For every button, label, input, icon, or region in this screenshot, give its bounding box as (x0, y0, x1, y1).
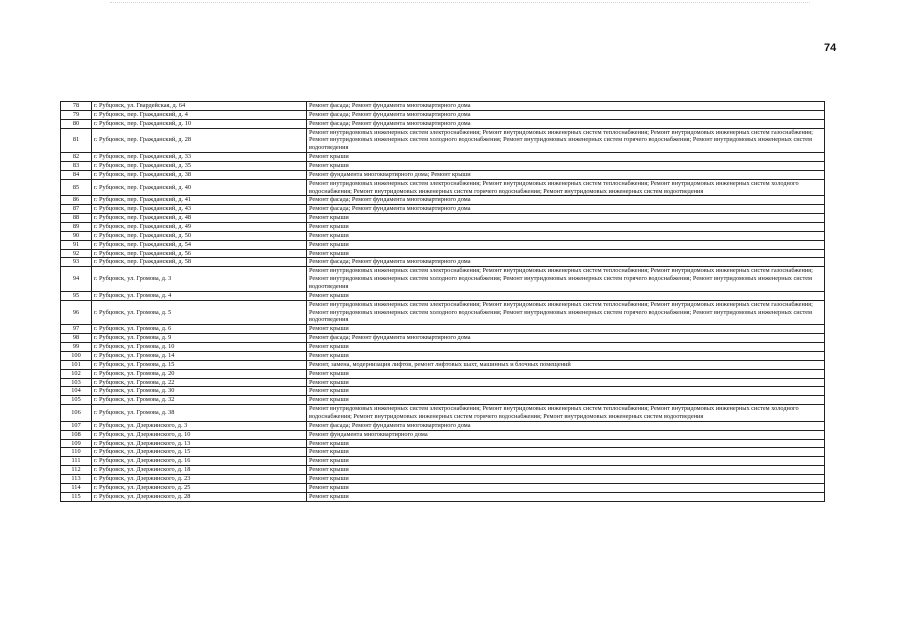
row-address: г. Рубцовск, ул. Громова, д. 32 (92, 396, 307, 405)
table-row (61, 351, 825, 360)
row-number: 101 (61, 360, 92, 369)
row-address: г. Рубцовск, ул. Дзержинского, д. 15 (92, 448, 307, 457)
table-row (61, 258, 825, 267)
row-address: г. Рубцовск, ул. Громова, д. 14 (92, 351, 307, 360)
row-address: г. Рубцовск, пер. Гражданский, д. 58 (92, 258, 307, 267)
table-row (61, 128, 825, 153)
row-number: 111 (61, 457, 92, 466)
table-row (61, 179, 825, 196)
row-works: Ремонт фасада; Ремонт фундамента многоквартирного дома (307, 334, 825, 343)
row-number: 96 (61, 300, 92, 325)
row-works: Ремонт крыши (307, 448, 825, 457)
scan-artifact-line (110, 2, 810, 4)
table-row (61, 205, 825, 214)
row-works: Ремонт крыши (307, 223, 825, 232)
row-address: г. Рубцовск, ул. Громова, д. 20 (92, 369, 307, 378)
row-address: г. Рубцовск, ул. Дзержинского, д. 18 (92, 466, 307, 475)
row-address: г. Рубцовск, ул. Громова, д. 5 (92, 300, 307, 325)
table-row (61, 492, 825, 501)
table-row (61, 214, 825, 223)
row-address: г. Рубцовск, пер. Гражданский, д. 4 (92, 110, 307, 119)
row-address: г. Рубцовск, ул. Дзержинского, д. 23 (92, 474, 307, 483)
row-address: г. Рубцовск, пер. Гражданский, д. 56 (92, 249, 307, 258)
table-row (61, 421, 825, 430)
row-address: г. Рубцовск, ул. Громова, д. 30 (92, 387, 307, 396)
row-address: г. Рубцовск, пер. Гражданский, д. 35 (92, 162, 307, 171)
row-number: 94 (61, 267, 92, 292)
row-address: г. Рубцовск, ул. Дзержинского, д. 25 (92, 483, 307, 492)
row-number: 82 (61, 153, 92, 162)
row-address: г. Рубцовск, пер. Гражданский, д. 28 (92, 128, 307, 153)
row-number: 90 (61, 231, 92, 240)
row-works: Ремонт крыши (307, 483, 825, 492)
row-works: Ремонт крыши (307, 439, 825, 448)
table-row (61, 223, 825, 232)
row-address: г. Рубцовск, ул. Громова, д. 22 (92, 378, 307, 387)
table-row (61, 240, 825, 249)
row-number: 79 (61, 110, 92, 119)
table-row (61, 267, 825, 292)
row-number: 102 (61, 369, 92, 378)
row-address: г. Рубцовск, ул. Гвардейская, д. 64 (92, 102, 307, 111)
table-row (61, 448, 825, 457)
row-number: 97 (61, 325, 92, 334)
row-works: Ремонт крыши (307, 466, 825, 475)
row-address: г. Рубцовск, ул. Дзержинского, д. 16 (92, 457, 307, 466)
row-address: г. Рубцовск, пер. Гражданский, д. 41 (92, 196, 307, 205)
row-works: Ремонт крыши (307, 153, 825, 162)
table-row (61, 369, 825, 378)
row-number: 92 (61, 249, 92, 258)
row-works: Ремонт крыши (307, 457, 825, 466)
table-row (61, 405, 825, 422)
table-row (61, 291, 825, 300)
row-number: 83 (61, 162, 92, 171)
row-number: 88 (61, 214, 92, 223)
row-address: г. Рубцовск, пер. Гражданский, д. 50 (92, 231, 307, 240)
row-works: Ремонт фасада; Ремонт фундамента многоквартирного дома (307, 205, 825, 214)
row-number: 89 (61, 223, 92, 232)
row-number: 112 (61, 466, 92, 475)
row-address: г. Рубцовск, ул. Громова, д. 9 (92, 334, 307, 343)
row-number: 95 (61, 291, 92, 300)
row-number: 80 (61, 119, 92, 128)
row-works: Ремонт крыши (307, 369, 825, 378)
table-row (61, 343, 825, 352)
row-works: Ремонт крыши (307, 474, 825, 483)
row-number: 107 (61, 421, 92, 430)
row-works: Ремонт крыши (307, 162, 825, 171)
repair-works-table (60, 101, 825, 502)
row-number: 99 (61, 343, 92, 352)
row-number: 78 (61, 102, 92, 111)
table-row (61, 387, 825, 396)
row-number: 108 (61, 430, 92, 439)
row-works: Ремонт крыши (307, 492, 825, 501)
row-number: 109 (61, 439, 92, 448)
row-address: г. Рубцовск, ул. Громова, д. 4 (92, 291, 307, 300)
row-number: 81 (61, 128, 92, 153)
row-number: 91 (61, 240, 92, 249)
row-works: Ремонт фундамента многоквартирного дома; Ремонт крыши (307, 170, 825, 179)
row-works: Ремонт крыши (307, 214, 825, 223)
row-address: г. Рубцовск, ул. Громова, д. 6 (92, 325, 307, 334)
table-row (61, 378, 825, 387)
row-works: Ремонт крыши (307, 325, 825, 334)
table-row (61, 153, 825, 162)
row-works: Ремонт фасада; Ремонт фундамента многоквартирного дома (307, 421, 825, 430)
table-row (61, 196, 825, 205)
row-address: г. Рубцовск, ул. Дзержинского, д. 28 (92, 492, 307, 501)
row-works: Ремонт крыши (307, 378, 825, 387)
row-address: г. Рубцовск, пер. Гражданский, д. 10 (92, 119, 307, 128)
row-works: Ремонт фасада; Ремонт фундамента многоквартирного дома (307, 119, 825, 128)
row-works: Ремонт крыши (307, 291, 825, 300)
row-works: Ремонт внутридомовых инженерных систем электроснабжения; Ремонт внутридомовых инженерных систем теплоснабжения; Ремонт внутридомовых инженерных систем газоснабжения; Ремонт внутридомовых инженерных систем холодного водоснабжения; Ремонт внутридомовых инженерных систем горячего водоснабжения; Ремонт внутридомовых инженерных систем водоотведения (307, 300, 825, 325)
row-number: 87 (61, 205, 92, 214)
row-number: 104 (61, 387, 92, 396)
row-address: г. Рубцовск, пер. Гражданский, д. 43 (92, 205, 307, 214)
table-row (61, 325, 825, 334)
row-works: Ремонт фасада; Ремонт фундамента многоквартирного дома (307, 196, 825, 205)
table-row (61, 119, 825, 128)
row-number: 105 (61, 396, 92, 405)
row-number: 84 (61, 170, 92, 179)
row-number: 86 (61, 196, 92, 205)
row-works: Ремонт крыши (307, 343, 825, 352)
row-number: 98 (61, 334, 92, 343)
row-address: г. Рубцовск, ул. Громова, д. 10 (92, 343, 307, 352)
table-row (61, 457, 825, 466)
table-row (61, 474, 825, 483)
table-row (61, 110, 825, 119)
row-number: 100 (61, 351, 92, 360)
row-address: г. Рубцовск, ул. Дзержинского, д. 10 (92, 430, 307, 439)
row-works: Ремонт крыши (307, 396, 825, 405)
row-address: г. Рубцовск, пер. Гражданский, д. 33 (92, 153, 307, 162)
row-number: 103 (61, 378, 92, 387)
table-row (61, 249, 825, 258)
row-works: Ремонт внутридомовых инженерных систем электроснабжения; Ремонт внутридомовых инженерных систем теплоснабжения; Ремонт внутридомовых инженерных систем газоснабжения; Ремонт внутридомовых инженерных систем холодного водоснабжения; Ремонт внутридомовых инженерных систем горячего водоснабжения; Ремонт внутридомовых инженерных систем водоотведения (307, 128, 825, 153)
row-works: Ремонт внутридомовых инженерных систем электроснабжения; Ремонт внутридомовых инженерных систем теплоснабжения; Ремонт внутридомовых инженерных систем газоснабжения; Ремонт внутридомовых инженерных систем холодного водоснабжения; Ремонт внутридомовых инженерных систем горячего водоснабжения; Ремонт внутридомовых инженерных систем водоотведения (307, 267, 825, 292)
row-works: Ремонт фасада; Ремонт фундамента многоквартирного дома (307, 258, 825, 267)
table-row (61, 334, 825, 343)
row-works: Ремонт внутридомовых инженерных систем электроснабжения; Ремонт внутридомовых инженерных систем теплоснабжения; Ремонт внутридомовых инженерных систем холодного водоснабжения; Ремонт внутридомовых инженерных систем горячего водоснабжения; Ремонт внутридомовых инженерных систем водоотведения (307, 405, 825, 422)
row-number: 106 (61, 405, 92, 422)
table-body (61, 102, 825, 502)
row-address: г. Рубцовск, пер. Гражданский, д. 49 (92, 223, 307, 232)
row-number: 93 (61, 258, 92, 267)
row-number: 85 (61, 179, 92, 196)
row-number: 110 (61, 448, 92, 457)
table-row (61, 102, 825, 111)
row-address: г. Рубцовск, ул. Дзержинского, д. 13 (92, 439, 307, 448)
row-number: 113 (61, 474, 92, 483)
row-address: г. Рубцовск, пер. Гражданский, д. 54 (92, 240, 307, 249)
row-works: Ремонт крыши (307, 231, 825, 240)
table-row (61, 162, 825, 171)
row-address: г. Рубцовск, пер. Гражданский, д. 48 (92, 214, 307, 223)
row-address: г. Рубцовск, ул. Дзержинского, д. 3 (92, 421, 307, 430)
row-address: г. Рубцовск, пер. Гражданский, д. 40 (92, 179, 307, 196)
row-number: 114 (61, 483, 92, 492)
row-works: Ремонт, замена, модернизация лифтов, ремонт лифтовых шахт, машинных и блочных помещений (307, 360, 825, 369)
table-row (61, 300, 825, 325)
table-row (61, 430, 825, 439)
row-works: Ремонт крыши (307, 387, 825, 396)
row-works: Ремонт фундамента многоквартирного дома (307, 430, 825, 439)
row-address: г. Рубцовск, ул. Громова, д. 38 (92, 405, 307, 422)
table-row (61, 439, 825, 448)
table-row (61, 231, 825, 240)
row-works: Ремонт фасада; Ремонт фундамента многоквартирного дома (307, 110, 825, 119)
row-works: Ремонт крыши (307, 351, 825, 360)
row-works: Ремонт крыши (307, 249, 825, 258)
table-row (61, 170, 825, 179)
row-works: Ремонт фасада; Ремонт фундамента многоквартирного дома (307, 102, 825, 111)
row-works: Ремонт внутридомовых инженерных систем электроснабжения; Ремонт внутридомовых инженерных систем теплоснабжения; Ремонт внутридомовых инженерных систем холодного водоснабжения; Ремонт внутридомовых инженерных систем горячего водоснабжения; Ремонт внутридомовых инженерных систем водоотведения (307, 179, 825, 196)
row-address: г. Рубцовск, пер. Гражданский, д. 38 (92, 170, 307, 179)
row-works: Ремонт крыши (307, 240, 825, 249)
row-number: 115 (61, 492, 92, 501)
table-row (61, 466, 825, 475)
table-row (61, 483, 825, 492)
table-row (61, 360, 825, 369)
row-address: г. Рубцовск, ул. Громова, д. 15 (92, 360, 307, 369)
row-address: г. Рубцовск, ул. Громова, д. 3 (92, 267, 307, 292)
table-row (61, 396, 825, 405)
page-number: 74 (824, 42, 837, 54)
